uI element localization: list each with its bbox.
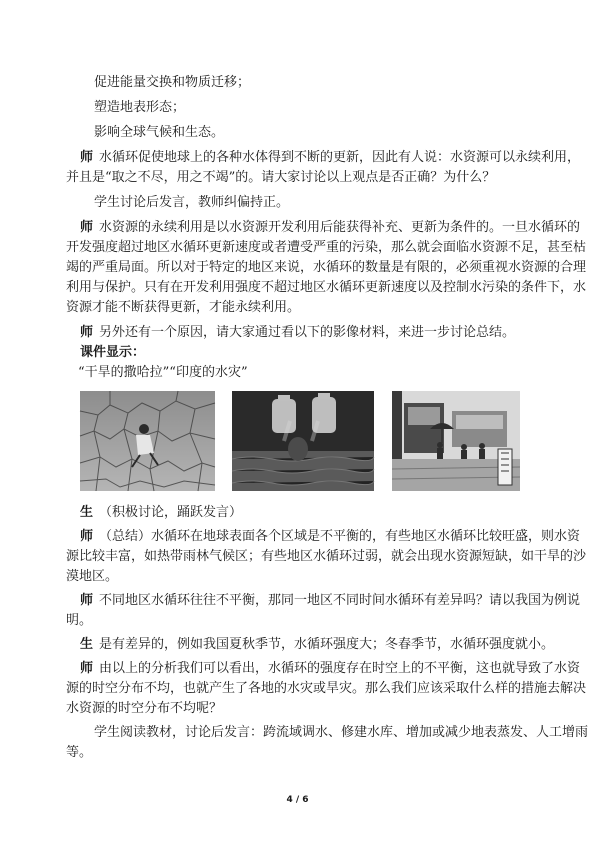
teacher-paragraph-start (80, 148, 581, 168)
paragraph-text: （积极讨论，踊跃发言） (99, 505, 243, 520)
text-line: 并且是“取之不尽，用之不竭”的。请大家讨论以上观点是否正确？为什么？ (66, 170, 496, 185)
flood-photo-graphic (232, 391, 374, 491)
street-photo-graphic (392, 391, 520, 491)
text-line: 学生讨论后发言，教师纠偏持正。 (94, 195, 290, 210)
text-line: 资源才能不断获得更新，才能永续利用。 (66, 300, 301, 315)
speaker-label: 师 (80, 593, 94, 608)
media-caption: “干旱的撒哈拉”“印度的水灾” (78, 365, 248, 380)
speaker-label: 生 (80, 637, 94, 652)
text-line: 利用与保护。只有在开发利用强度不超过地区水循环更新速度以及控制水污染的条件下，水 (66, 280, 587, 295)
text-line: 塑造地表形态； (94, 100, 186, 115)
paragraph-text: 不同地区水循环往往不平衡，那同一地区不同时间水循环有差异吗？请以我国为例说 (99, 593, 581, 608)
student-paragraph (80, 503, 528, 523)
paragraph-text: 是有差异的，例如我国夏秋季节，水循环强度大；冬春季节，水循环强度就小。 (99, 637, 555, 652)
text-line: 促进能量交换和物质迁移； (94, 75, 251, 90)
text-line: 漠地区。 (66, 569, 119, 584)
text-line: 影响全球气候和生态。 (94, 125, 225, 140)
text-line: 源比较丰富，如热带雨林气候区；有些地区水循环过弱，就会出现水资源短缺，如干旱的沙 (66, 549, 587, 564)
flooded-street-photo (392, 391, 520, 491)
courseware-heading: 课件显示： (80, 345, 146, 360)
speaker-label: 师 (80, 661, 94, 676)
page-number: 4 / 6 (286, 795, 309, 805)
paragraph-text: 水循环促使地球上的各种水体得到不断的更新，因此有人说：水资源可以永续利用， (99, 150, 581, 165)
text-line: 水资源的时空分布不均呢？ (66, 701, 223, 716)
student-paragraph (80, 635, 555, 655)
text-line: 明。 (66, 613, 93, 628)
india-flood-photo (232, 391, 374, 491)
paragraph-text: 另外还有一个原因，请大家通过看以下的影像材料，来进一步讨论总结。 (99, 325, 516, 340)
teacher-paragraph-start (80, 218, 581, 238)
speaker-label: 生 (80, 505, 94, 520)
drought-sahara-photo (80, 391, 215, 491)
teacher-paragraph-start (80, 591, 581, 611)
text-line: 竭的严重局面。所以对于特定的地区来说，水循环的数量是有限的，必须重视水资源的合理 (66, 260, 587, 275)
sign-post (498, 449, 512, 485)
text-line: 开发强度超过地区水循环更新速度或者遭受严重的污染，那么就会面临水资源不足，甚至枯 (66, 240, 587, 255)
teacher-paragraph-start (80, 527, 581, 547)
speaker-label: 师 (80, 150, 94, 165)
paragraph-text: 由以上的分析我们可以看出，水循环的强度存在时空上的不平衡，这也就导致了水资 (99, 661, 581, 676)
text-line: 学生阅读教材，讨论后发言：跨流域调水、修建水库、增加或减少地表蒸发、人工增雨 (94, 725, 589, 740)
paragraph-text: （总结）水循环在地球表面各个区域是不平衡的，有些地区水循环比较旺盛，则水资 (99, 529, 581, 544)
text-line: 源的时空分布不均，也就产生了各地的水灾或旱灾。那么我们应该采取什么样的措施去解决 (66, 681, 587, 696)
teacher-paragraph-start (80, 323, 528, 343)
water-jar-right (312, 393, 336, 433)
speaker-label: 师 (80, 325, 94, 340)
water-jar-left (272, 395, 296, 433)
speaker-label: 师 (80, 220, 94, 235)
text-line: 等。 (66, 745, 93, 760)
speaker-label: 师 (80, 529, 94, 544)
drought-photo-graphic (80, 391, 215, 491)
teacher-paragraph-start (80, 659, 581, 679)
paragraph-text: 水资源的永续利用是以水资源开发利用后能获得补充、更新为条件的。一旦水循环的 (99, 220, 581, 235)
